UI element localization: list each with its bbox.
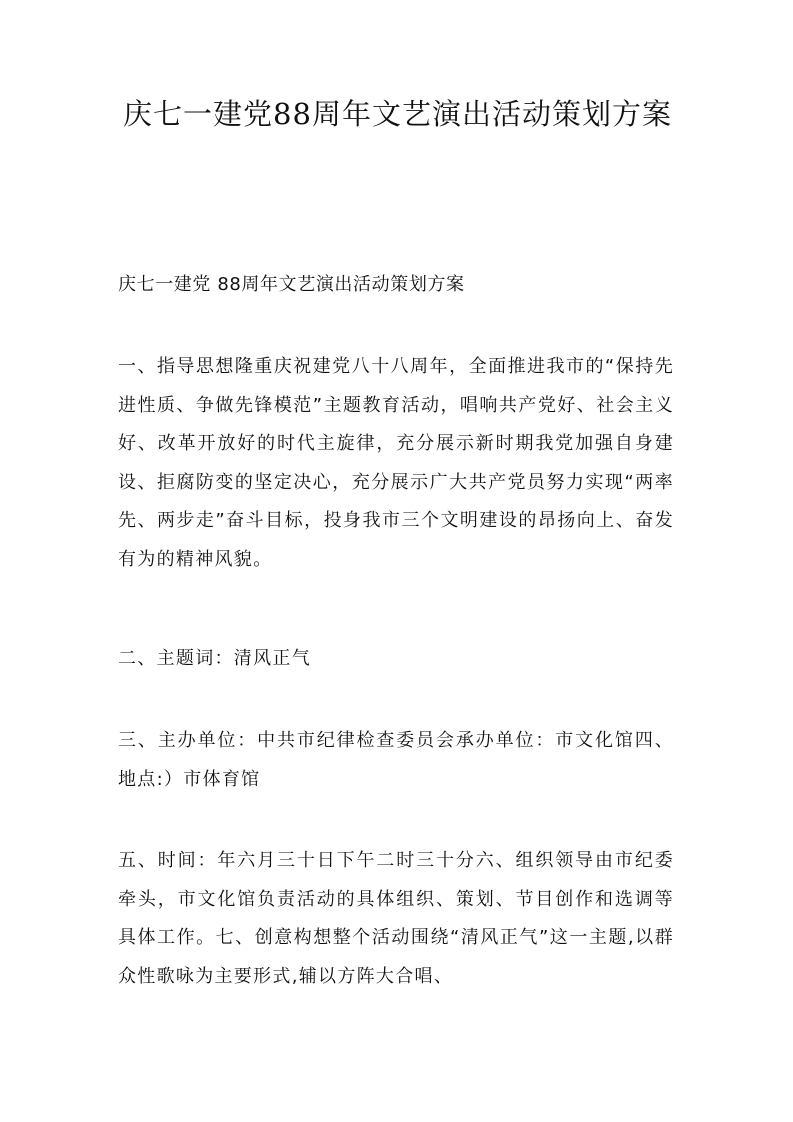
paragraph-organizers-location: 三、主办单位：中共市纪律检查委员会承办单位：市文化馆四、地点:）市体育馆	[118, 730, 674, 790]
document-subtitle: 庆七一建党 88周年文艺演出活动策划方案	[118, 274, 465, 295]
paragraph-time-organization-concept: 五、时间：年六月三十日下午二时三十分六、组织领导由市纪委牵头，市文化馆负责活动的具体组织、策划、节目创作和选调等具体工作。七、创意构想整个活动围绕“清风正气”这一主题,以群众性歌咏为主要形式,辅以方阵大合唱、	[118, 850, 674, 987]
document-title: 庆七一建党88周年文艺演出活动策划方案	[123, 97, 672, 131]
paragraph-guiding-thought: 一、指导思想隆重庆祝建党八十八周年，全面推进我市的“保持先进性质、争做先锋模范”主题教育活动，唱响共产党好、社会主义好、改革开放好的时代主旋律，充分展示新时期我党加强自身建设、拒腐防变的坚定决心，充分展示广大共产党员努力实现“两率先、两步走”奋斗目标，投身我市三个文明建设的昂扬向上、奋发有为的精神风貌。	[118, 356, 674, 570]
paragraph-theme: 二、主题词：清风正气	[118, 648, 311, 669]
